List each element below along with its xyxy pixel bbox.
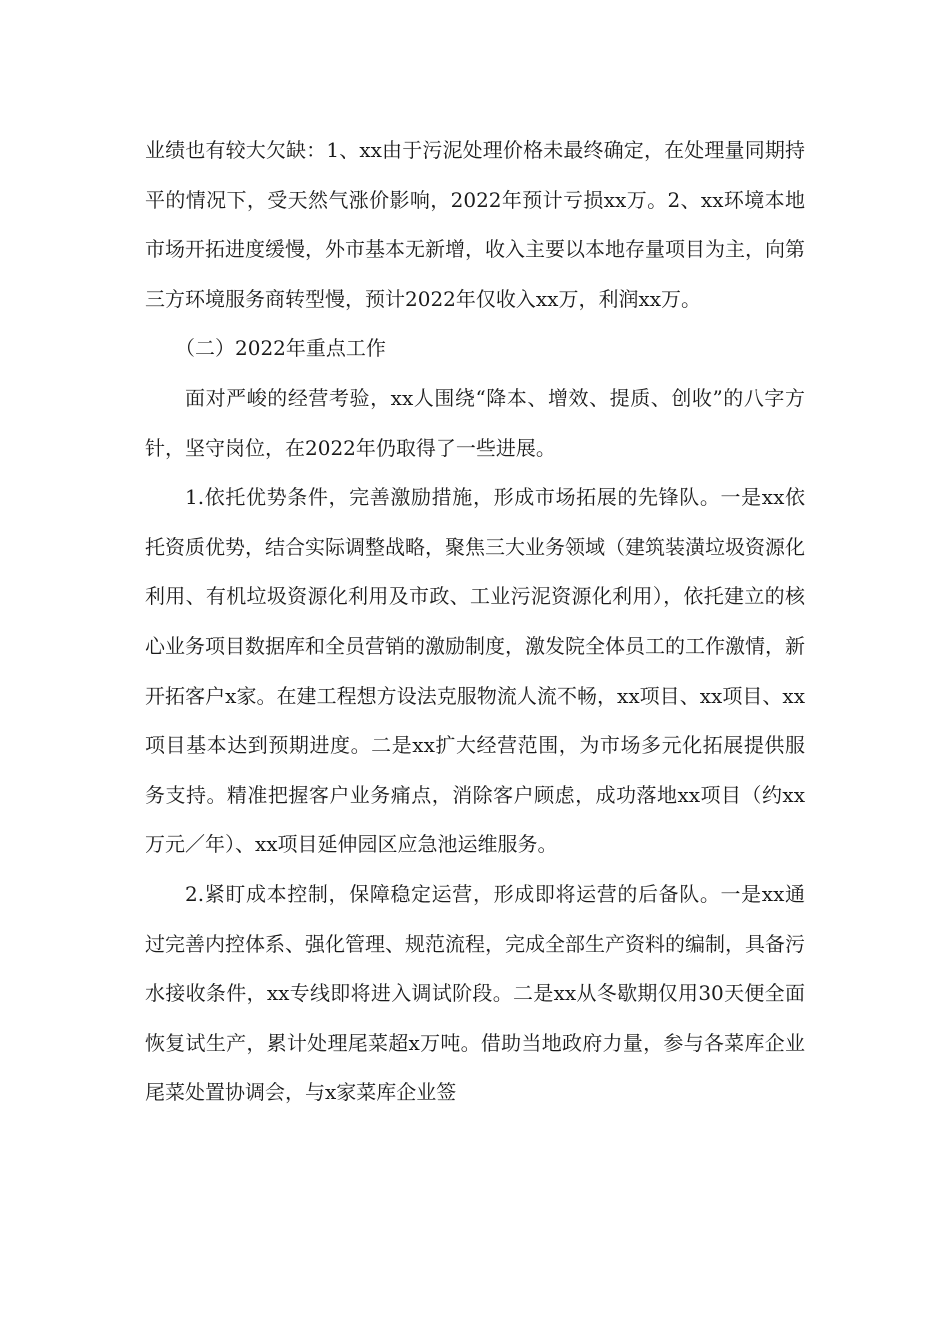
paragraph-shortfall-details: 业绩也有较大欠缺：1、xx由于污泥处理价格未最终确定，在处理量同期持平的情况下，受天然气涨价影响，2022年预计亏损xx万。2、xx环境本地市场开拓进度缓慢，外市基本无新增，收入主要以本地存量项目为主，向第三方环境服务商转型慢，预计2022年仅收入xx万，利润xx万。: [145, 138, 805, 311]
document-body: [145, 126, 805, 1118]
section-heading-key-work: （二）2022年重点工作: [175, 336, 386, 361]
paragraph-item-1-market-expansion: 1.依托优势条件，完善激励措施，形成市场拓展的先锋队。一是xx依托资质优势，结合实际调整战略，聚焦三大业务领域（建筑装潢垃圾资源化利用、有机垃圾资源化利用及市政、工业污泥资源化利用），依托建立的核心业务项目数据库和全员营销的激励制度，激发院全体员工的工作激情，新开拓客户x家。在建工程想方设法克服物流人流不畅，xx项目、xx项目、xx项目基本达到预期进度。二是xx扩大经营范围，为市场多元化拓展提供服务支持。精准把握客户业务痛点，消除客户顾虑，成功落地xx项目（约xx万元／年）、xx项目延伸园区应急池运维服务。: [145, 485, 805, 857]
paragraph-item-2-cost-control: 2.紧盯成本控制，保障稳定运营，形成即将运营的后备队。一是xx通过完善内控体系、强化管理、规范流程，完成全部生产资料的编制，具备污水接收条件，xx专线即将进入调试阶段。二是xx从冬歇期仅用30天便全面恢复试生产，累计处理尾菜超x万吨。借助当地政府力量，参与各菜库企业尾菜处置协调会，与x家菜库企业签: [145, 881, 805, 1105]
paragraph-intro-key-work: 面对严峻的经营考验，xx人围绕“降本、增效、提质、创收”的八字方针，坚守岗位，在2022年仍取得了一些进展。: [145, 385, 805, 460]
